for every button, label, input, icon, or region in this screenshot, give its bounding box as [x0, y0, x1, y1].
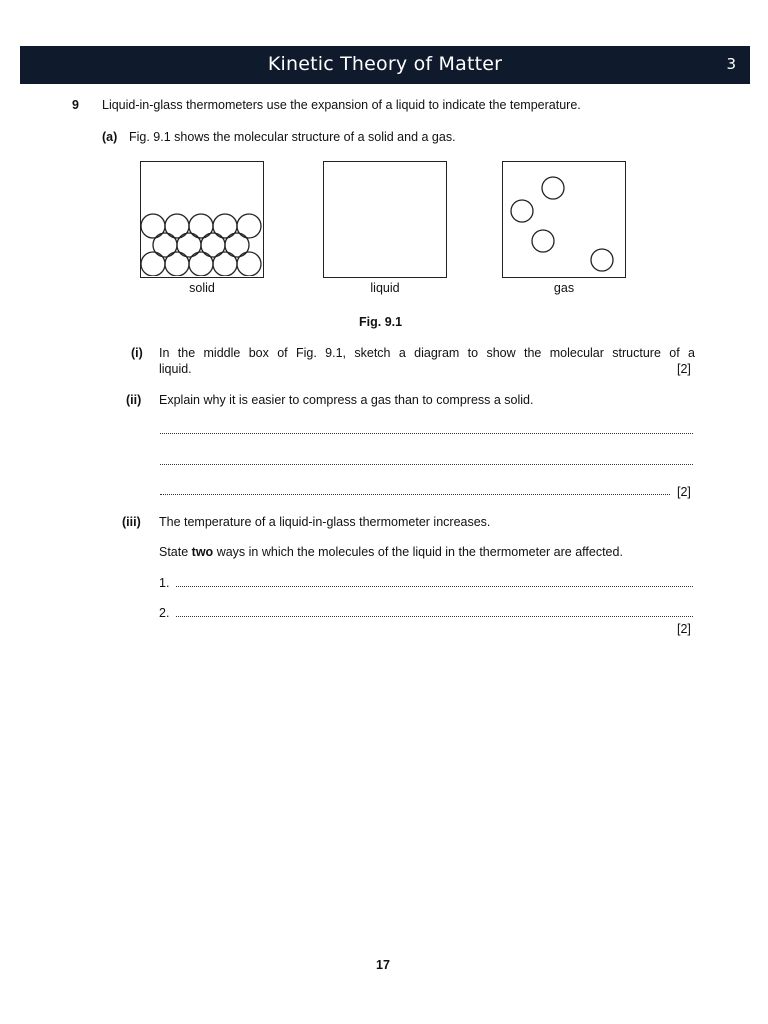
answer-line-2[interactable] [176, 616, 693, 617]
answer-line-1[interactable] [176, 586, 693, 587]
part-iii-text: The temperature of a liquid-in-glass thermometer increases. [159, 515, 491, 529]
particle [141, 252, 165, 276]
part-i-line1: In the middle box of Fig. 9.1, sketch a diagram to show the molecular structure of a [159, 346, 695, 360]
part-ii-text: Explain why it is easier to compress a gas than to compress a solid. [159, 393, 534, 407]
answer-line[interactable] [160, 433, 693, 434]
part-i-line2: liquid. [159, 362, 192, 376]
particle [532, 230, 554, 252]
part-i-label: (i) [131, 346, 143, 360]
solid-box [140, 161, 264, 278]
particle [237, 214, 261, 238]
chapter-title: Kinetic Theory of Matter [267, 53, 503, 75]
particle [141, 214, 165, 238]
answer-item-2-label: 2. [159, 606, 170, 620]
particle [165, 214, 189, 238]
question-stem: Liquid-in-glass thermometers use the expansion of a liquid to indicate the temperature. [102, 98, 581, 112]
figure-caption: Fig. 9.1 [359, 315, 403, 329]
answer-item-1-label: 1. [159, 576, 170, 590]
particle [225, 233, 249, 257]
particle [542, 177, 564, 199]
particle [511, 200, 533, 222]
answer-line[interactable] [160, 464, 693, 465]
chapter-number: 3 [726, 55, 736, 73]
part-a-label: (a) [102, 130, 118, 144]
part-iii-instruction: State two ways in which the molecules of the liquid in the thermometer are affected. [159, 545, 623, 559]
particle [201, 233, 225, 257]
particle [177, 233, 201, 257]
particle [237, 252, 261, 276]
liquid-label: liquid [370, 281, 400, 295]
part-iii-label: (iii) [122, 515, 141, 529]
part-a-text: Fig. 9.1 shows the molecular structure of a solid and a gas. [129, 130, 456, 144]
particle [189, 214, 213, 238]
gas-particles [503, 162, 624, 276]
liquid-box-sketch-area[interactable] [323, 161, 447, 278]
part-i-marks: [2] [677, 362, 691, 376]
particle [153, 233, 177, 257]
question-number: 9 [72, 98, 79, 112]
solid-particles [141, 162, 262, 276]
page-number: 17 [376, 958, 390, 972]
part-ii-label: (ii) [126, 393, 142, 407]
particle [165, 252, 189, 276]
gas-label: gas [553, 281, 575, 295]
part-ii-marks: [2] [677, 485, 691, 499]
answer-line[interactable] [160, 494, 670, 495]
gas-box [502, 161, 626, 278]
particle [591, 249, 613, 271]
solid-label: solid [189, 281, 215, 295]
particle [189, 252, 213, 276]
particle [213, 252, 237, 276]
chapter-header-bar [20, 46, 750, 84]
particle [213, 214, 237, 238]
part-iii-marks: [2] [677, 622, 691, 636]
